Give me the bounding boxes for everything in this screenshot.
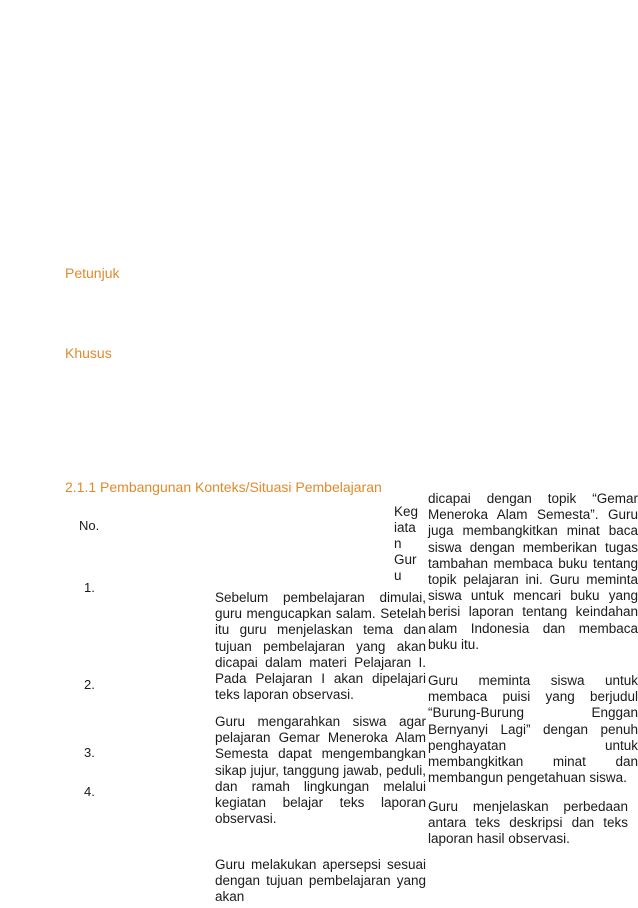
column-header-fragment: n [394,536,402,551]
activity-paragraph: Guru menjelaskan perbedaan antara teks deskripsi dan teks laporan hasil observasi. [428,799,628,847]
column-header-fragment: Gur [394,552,417,567]
activity-paragraph: Guru meminta siswa untuk membaca puisi yang berjudul “Burung-Burung Enggan Bernyanyi Lagi” dengan penuh penghayatan untuk membangkitkan minat dan membangun pengetahuan siswa. [428,673,638,786]
sidebar-label-petunjuk: Petunjuk [65,265,120,281]
activity-paragraph: Sebelum pembelajaran dimulai, guru mengucapkan salam. Setelah itu guru menjelaskan tema dan tujuan pembelajaran yang akan dicapai dalam materi Pelajaran I. Pada Pelajaran I akan dipelajari teks laporan observasi. [215,590,426,703]
row-number: 2. [84,677,95,692]
row-number: 3. [84,745,95,760]
sidebar-label-khusus: Khusus [65,345,112,361]
activity-paragraph: Guru melakukan apersepsi sesuai dengan tujuan pembelajaran yang akan [215,857,426,905]
column-header-fragment: iata [394,520,416,535]
section-heading: 2.1.1 Pembangunan Konteks/Situasi Pembelajaran [65,479,382,495]
row-number: 1. [84,580,95,595]
row-number: 4. [84,784,95,799]
activity-paragraph: dicapai dengan topik “Gemar Meneroka Alam Semesta”. Guru juga membangkitkan minat baca siswa dengan memberikan tugas tambahan membaca buku tentang topik pelajaran ini. Guru meminta siswa untuk mencari buku yang berisi laporan tentang keindahan alam Indonesia dan membaca buku itu. [428,491,638,652]
column-header-no: No. [79,518,100,533]
column-header-kegiatan-guru [394,504,424,584]
column-header-fragment: Keg [394,504,419,519]
activity-paragraph: Guru mengarahkan siswa agar pelajaran Gemar Meneroka Alam Semesta dapat mengembangkan sikap jujur, tanggung jawab, peduli, dan ramah lingkungan melalui kegiatan belajar teks laporan observasi. [215,714,426,827]
column-header-fragment: u [394,568,402,583]
